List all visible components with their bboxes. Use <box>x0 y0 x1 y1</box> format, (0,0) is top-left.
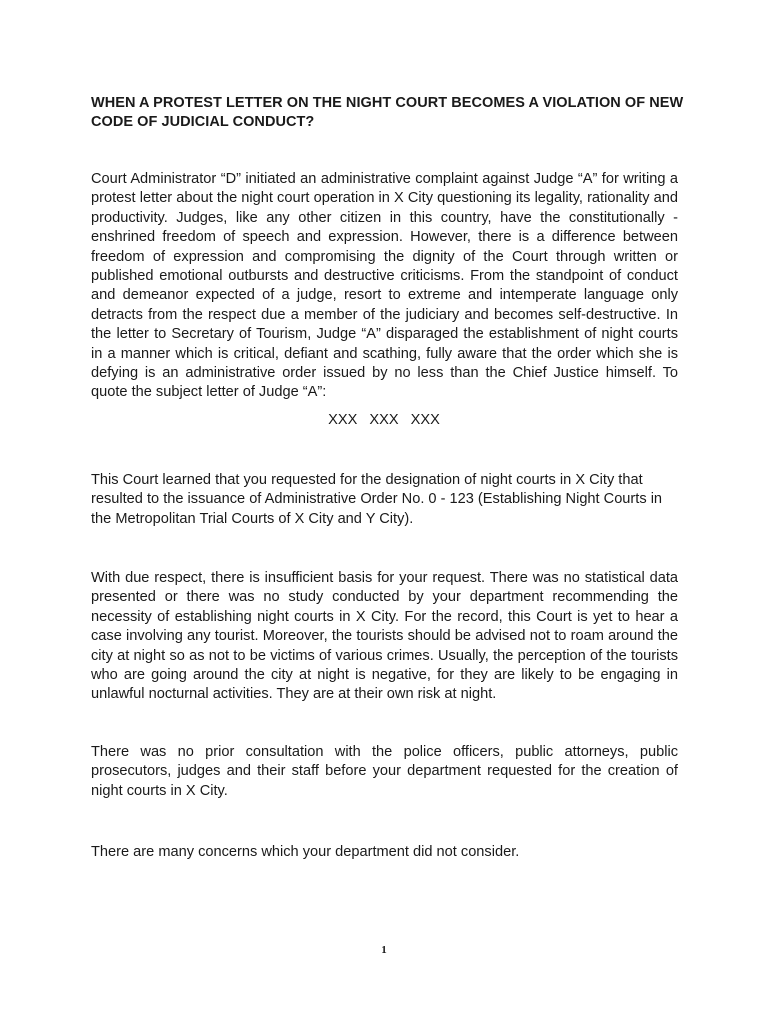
paragraph-no-consultation: There was no prior consultation with the police officers, public attorneys, public prosecutors, judges and their staff before your department requested for the creation of night courts in X City. <box>91 744 678 799</box>
document-title: WHEN A PROTEST LETTER ON THE NIGHT COURT BECOMES A VIOLATION OF NEW CODE OF JUDICIAL CONDUCT? <box>91 95 684 130</box>
quote-separator: XXX XXX XXX <box>328 412 440 428</box>
paragraph-complaint: Court Administrator “D” initiated an administrative complaint against Judge “A” for writing a protest letter about the night court operation in X City questioning its legality, rationality and productivity. Judges, like any other citizen in this country, have the constitutionally - enshrined freedom of speech and expression. However, there is a difference between freedom of expression and compromising the dignity of the Court through written or published emotional outbursts and destructive criticisms. From the standpoint of conduct and demeanor expected of a judge, resort to extreme and intemperate language only detracts from the respect due a member of the judiciary and becomes self-destructive. In the letter to Secretary of Tourism, Judge “A” disparaged the establishment of night courts in a manner which is critical, defiant and scathing, fully aware that the order which she is defying is an administrative order issued by no less than the Chief Justice himself. To quote the subject letter of Judge “A”: <box>91 171 678 401</box>
paragraph-designation: This Court learned that you requested for the designation of night courts in X City that resulted to the issuance of Administrative Order No. 0 - 123 (Establishing Night Courts in the Metropolitan Trial Courts of X City and Y City). <box>91 472 663 527</box>
page-number: 1 <box>381 944 387 956</box>
paragraph-concerns: There are many concerns which your department did not consider. <box>91 844 520 860</box>
paragraph-insufficient-basis: With due respect, there is insufficient basis for your request. There was no statistical data presented or there was no study conducted by your department recommending the necessity of establishing night courts in X City. For the record, this Court is yet to hear a case involving any tourist. Moreover, the tourists should be advised not to roam around the city at night so as not to be victims of various crimes. Usually, the perception of the tourists who are going around the city at night is negative, for they are likely to be engaging in unlawful nocturnal activities. They are at their own risk at night. <box>91 570 678 703</box>
